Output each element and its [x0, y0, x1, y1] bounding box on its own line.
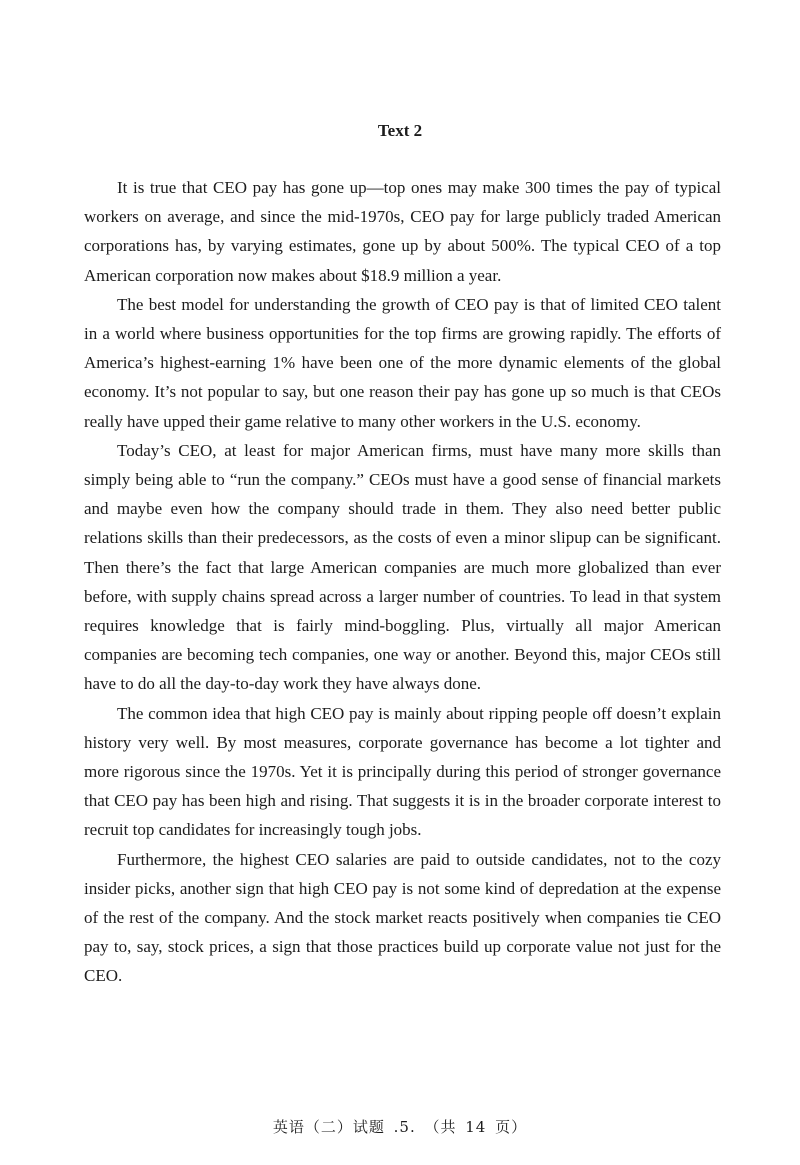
paragraph-3: Today’s CEO, at least for major American firms, must have many more skills than simply being able to “run the company.” CEOs must have a good sense of financial markets and maybe even how the company should trade in them. They also need better public relations skills than their predecessors, as the costs of even a minor slipup can be significant. Then there’s the fact that large American companies are much more globalized than ever before, with supply chains spread across a larger number of countries. To lead in that system requires knowledge that is fairly mind-boggling. Plus, virtually all major American companies are becoming tech companies, one way or another. Beyond this, major CEOs still have to do all the day-to-day work they have always done. [84, 440, 721, 694]
paragraph-1: It is true that CEO pay has gone up—top ones may make 300 times the pay of typical workers on average, and since the mid-1970s, CEO pay for large publicly traded American corporations has, by varying estimates, gone up by about 500%. The typical CEO of a top American corporation now makes about $18.9 million a year. [84, 178, 721, 285]
paragraph-5: Furthermore, the highest CEO salaries are paid to outside candidates, not to the cozy insider picks, another sign that high CEO pay is not some kind of depredation at the expense of the rest of the company. And the stock market reacts positively when companies tie CEO pay to, say, stock prices, a sign that those practices build up corporate value not just for the CEO. [84, 849, 721, 986]
passage-body [84, 173, 721, 991]
text-title: Text 2 [377, 121, 423, 140]
paragraph-2: The best model for understanding the growth of CEO pay is that of limited CEO talent in a world where business opportunities for the top firms are growing rapidly. The efforts of America’s highest-earning 1% have been one of the more dynamic elements of the global economy. It’s not popular to say, but one reason their pay has gone up so much is that CEOs really have upped their game relative to many other workers in the U.S. economy. [84, 294, 721, 431]
page-footer: 英语（二）试题 .5. （共 14 页） [272, 1118, 528, 1136]
paragraph-4: The common idea that high CEO pay is mainly about ripping people off doesn’t explain history very well. By most measures, corporate governance has become a lot tighter and more rigorous since the 1970s. Yet it is principally during this period of stronger governance that CEO pay has been high and rising. That suggests it is in the broader corporate interest to recruit top candidates for increasingly tough jobs. [84, 703, 721, 840]
